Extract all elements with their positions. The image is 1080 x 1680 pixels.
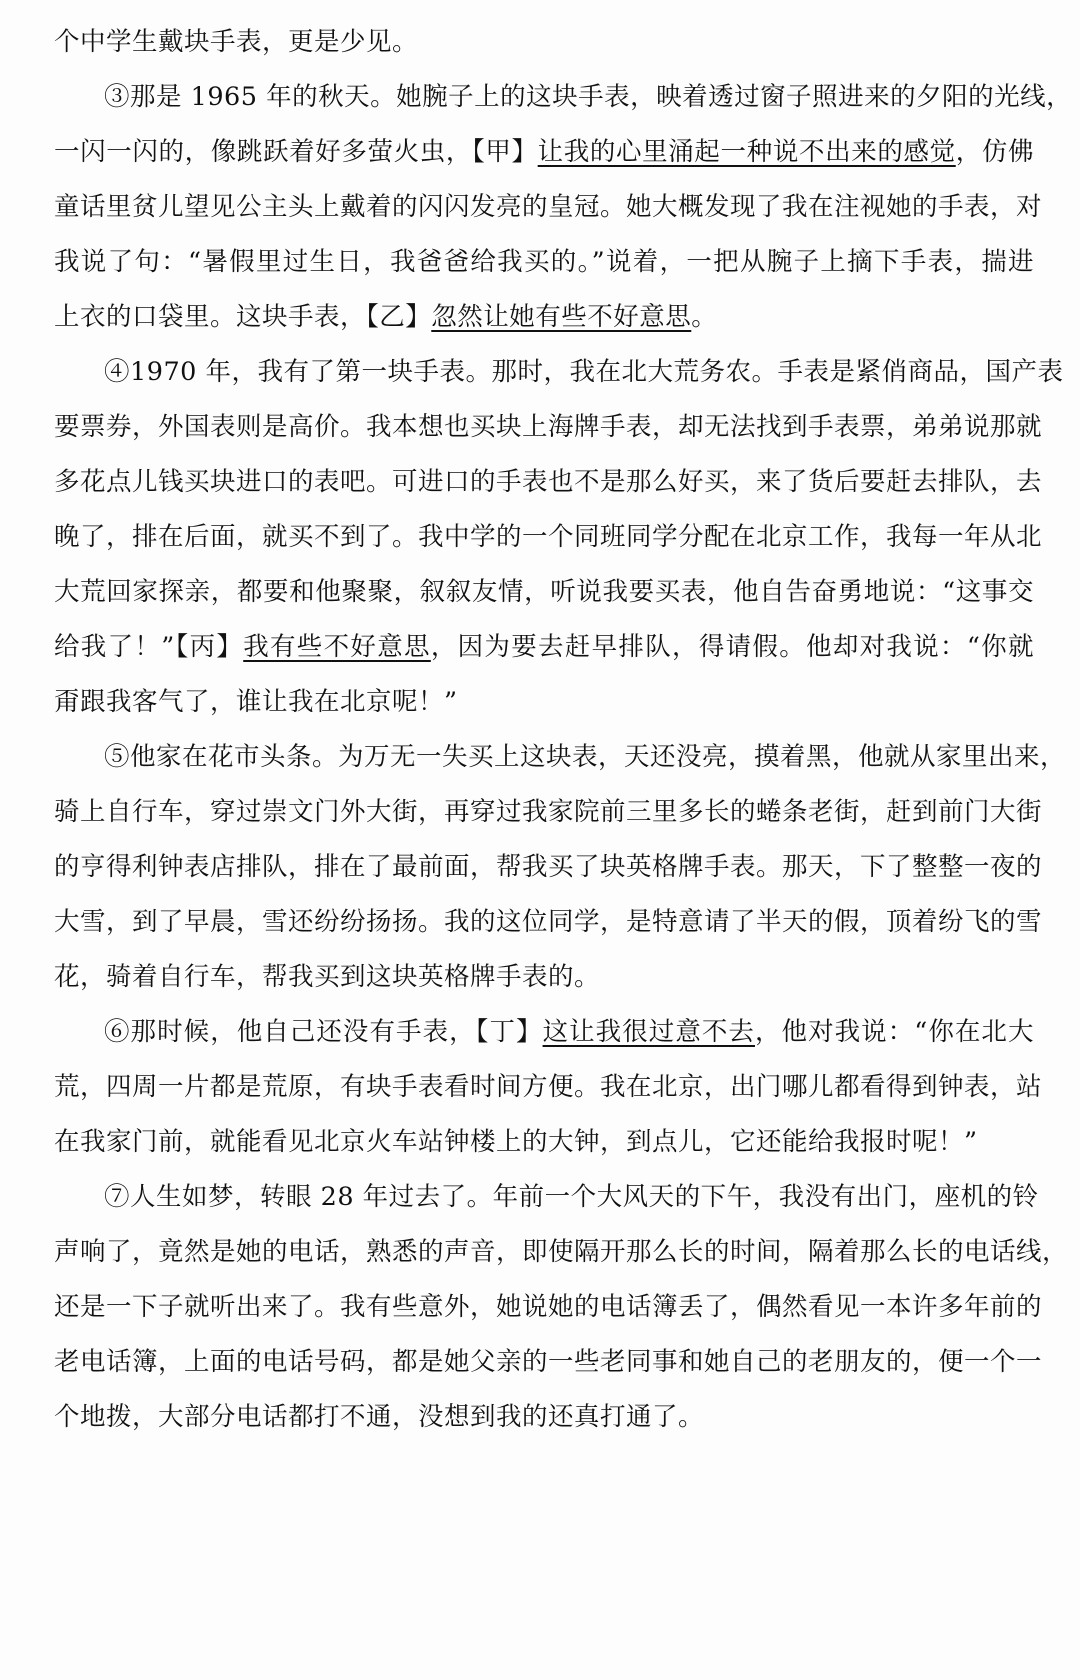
paragraph-4-line-4: 晚了，排在后面，就买不到了。我中学的一个同班同学分配在北京工作，我每一年从北 — [54, 522, 1043, 552]
paragraph-7-line-4: 老电话簿，上面的电话号码，都是她父亲的一些老同事和她自己的老朋友的，便一个一 — [54, 1347, 1043, 1377]
paragraph-4-line-7: 甭跟我客气了，谁让我在北京呢！” — [54, 687, 458, 717]
paragraph-4-line-1: ④1970 年，我有了第一块手表。那时，我在北大荒务农。手表是紧俏商品，国产表 — [104, 357, 1064, 387]
text: ，仿佛 — [955, 137, 1034, 167]
paragraph-7-line-5: 个地拨，大部分电话都打不通，没想到我的还真打通了。 — [54, 1402, 705, 1432]
paragraph-5-line-3: 的亨得利钟表店排队，排在了最前面，帮我买了块英格牌手表。那天，下了整整一夜的 — [54, 852, 1043, 882]
paragraph-5-line-2: 骑上自行车，穿过崇文门外大街，再穿过我家院前三里多长的蜷条老街，赶到前门大街 — [54, 797, 1043, 827]
underlined-sentence-ding: 这让我很过意不去 — [542, 1017, 755, 1047]
paragraph-3-line-1: ③那是 1965 年的秋天。她腕子上的这块手表，映着透过窗子照进来的夕阳的光线， — [104, 82, 1073, 112]
underlined-sentence-yi: 忽然让她有些不好意思 — [431, 302, 692, 332]
paragraph-7-line-2: 声响了，竟然是她的电话，熟悉的声音，即使隔开那么长的时间，隔着那么长的电话线， — [54, 1237, 1069, 1267]
underlined-sentence-jia: 让我的心里涌起一种说不出来的感觉 — [537, 137, 956, 167]
paragraph-6-line-2: 荒，四周一片都是荒原，有块手表看时间方便。我在北京，出门哪儿都看得到钟表，站 — [54, 1072, 1043, 1102]
paragraph-3-line-4: 我说了句：“暑假里过生日，我爸爸给我买的。”说着，一把从腕子上摘下手表，揣进 — [54, 247, 1034, 277]
paragraph-7-line-1: ⑦人生如梦，转眼 28 年过去了。年前一个大风天的下午，我没有出门，座机的铃 — [104, 1182, 1039, 1212]
text: ，他对我说：“你在北大 — [754, 1017, 1034, 1047]
paragraph-4-line-5: 大荒回家探亲，都要和他聚聚，叙叙友情，听说我要买表，他自告奋勇地说：“这事交 — [54, 577, 1034, 607]
text: 上衣的口袋里。这块手表，【乙】 — [54, 302, 432, 332]
text: 给我了！”【丙】 — [54, 632, 244, 662]
text: ，因为要去赶早排队，得请假。他却对我说：“你就 — [430, 632, 1034, 662]
paragraph-2-tail: 个中学生戴块手表，更是少见。 — [54, 27, 419, 57]
paragraph-4-line-3: 多花点儿钱买块进口的表吧。可进口的手表也不是那么好买，来了货后要赶去排队，去 — [54, 467, 1043, 497]
paragraph-5-line-1: ⑤他家在花市头条。为万无一失买上这块表，天还没亮，摸着黑，他就从家里出来， — [104, 742, 1067, 772]
paragraph-6-line-3: 在我家门前，就能看见北京火车站钟楼上的大钟，到点儿，它还能给我报时呢！” — [54, 1127, 978, 1157]
text: ⑥那时候，他自己还没有手表，【丁】 — [104, 1017, 543, 1047]
paragraph-7-line-3: 还是一下子就听出来了。我有些意外，她说她的电话簿丢了，偶然看见一本许多年前的 — [54, 1292, 1043, 1322]
text: 一闪一闪的，像跳跃着好多萤火虫，【甲】 — [54, 137, 538, 167]
text: 。 — [691, 302, 718, 332]
paragraph-5-line-5: 花，骑着自行车，帮我买到这块英格牌手表的。 — [54, 962, 601, 992]
paragraph-3-line-3: 童话里贫儿望见公主头上戴着的闪闪发亮的皇冠。她大概发现了我在注视她的手表，对 — [54, 192, 1043, 222]
paragraph-5-line-4: 大雪，到了早晨，雪还纷纷扬扬。我的这位同学，是特意请了半天的假，顶着纷飞的雪 — [54, 907, 1043, 937]
paragraph-4-line-2: 要票券，外国表则是高价。我本想也买块上海牌手表，却无法找到手表票，弟弟说那就 — [54, 412, 1043, 442]
underlined-sentence-bing: 我有些不好意思 — [243, 632, 431, 662]
